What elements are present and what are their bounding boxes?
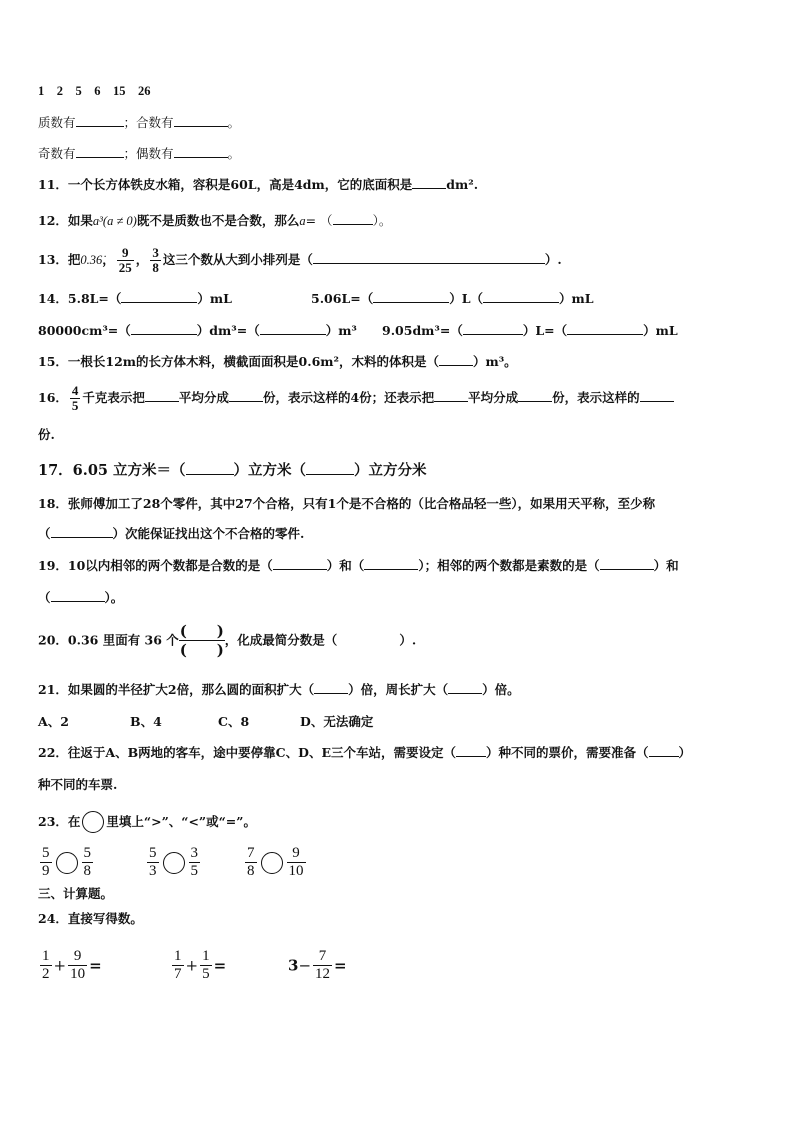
question-24-title: 24．直接写得数。 [38,911,143,926]
q19-blank-4[interactable] [51,589,105,602]
q14-c-mid: ）dm³=（ [196,323,260,338]
q21-blank-1[interactable] [314,681,348,694]
q24-expr-2 [170,948,226,983]
question-13: 13．把0.36̇， $\frac{9}{25}$ ， $\frac{3}{8}$ 这三个数从大到小排列是（ ）. [38,245,562,275]
question-16 [38,384,674,413]
fraction: $\frac{1}{7}$ [174,948,182,982]
question-14-line-2 [38,322,357,340]
q16-t4: 平均分成 [468,390,519,405]
q14-blank-b2[interactable] [483,290,559,303]
q20-end: ）. [399,632,417,648]
q19-blank-1[interactable] [273,557,327,570]
q19-and2: ）和 [653,558,679,573]
q23-post: 里填上“>”、“<”或“=”。 [106,814,256,829]
q16-t3: 份，表示这样的4份；还表示把 [262,390,435,405]
plus-sign: + [185,956,199,975]
q14-d-end: ）mL [643,323,678,338]
q18-end2: ）次能保证找出这个不合格的零件. [112,526,305,541]
q14-blank-a[interactable] [121,290,197,303]
q13-end: ）. [544,252,562,267]
odd-blank[interactable] [76,145,124,158]
question-15 [38,353,517,371]
q12-var: a [299,214,306,228]
punct: 。 [227,146,241,161]
q17-blank-2[interactable] [306,462,354,475]
q14-blank-c1[interactable] [131,322,197,335]
q16-fraction: $\frac{4}{5}$ [71,383,79,413]
q17-mid: ）立方米（ [233,462,307,479]
punct: 。 [227,115,241,130]
equals-sign: = [89,956,102,975]
question-23 [38,811,256,833]
q12-pre: 12．如果 [38,213,93,228]
q22-blank-2[interactable] [649,744,679,757]
question-11 [38,176,478,194]
q21-option-d[interactable]: D、无法确定 [300,714,374,729]
question-14-line-1 [38,290,232,308]
q14-a-end: ）mL [197,291,232,306]
q22-line1: 22．往返于A、B两地的客车，途中要停靠C、D、E三个车站，需要设定（ [38,745,456,760]
q16-t2: 平均分成 [178,390,229,405]
q23-pair-1 [38,845,95,880]
fraction: $\frac{9}{10}$ [70,948,86,982]
q21-text: 21．如果圆的半径扩大2倍，那么圆的面积扩大（ [38,682,315,697]
q14-b: 5.06L=（ [311,291,374,306]
q14-d-mid: ）L=（ [522,323,568,338]
fraction: $\frac{9}{10}$ [288,845,304,879]
question-18-line-2 [38,525,304,543]
q16-blank-2[interactable] [229,389,263,402]
q20-mid: ，化成最简分数是（ [224,632,338,648]
fraction: $\frac{5}{3}$ [149,845,157,879]
fraction: $\frac{1}{2}$ [42,948,50,982]
equals-sign: = [334,956,347,975]
q19-blank-2[interactable] [364,557,418,570]
q16-blank-3[interactable] [434,389,468,402]
question-14-line-2b [382,322,678,340]
q12-blank[interactable] [333,212,373,225]
prime-blank[interactable] [76,114,124,127]
q18-pre2: （ [38,526,51,541]
question-22-line-1 [38,744,691,762]
compare-circle-2[interactable] [163,852,185,874]
q22-mid: ）种不同的票价，需要准备（ [485,745,649,760]
q14-blank-b1[interactable] [373,290,449,303]
q17-text: 17．6.05 立方米＝（ [38,462,186,479]
q14-c-end: ）m³ [325,323,357,338]
plus-sign: + [53,956,67,975]
q12-expr: a³(a ≠ 0) [92,214,137,228]
question-18-line-1: 18．张师傅加工了28个零件，其中27个合格，只有1个是不合格的（比合格品轻一些），如果用天平称，至少称 [38,496,656,511]
q15-text: 15．一根长12m的长方体木料，横截面面积是0.6m²，木料的体积是（ [38,354,439,369]
q16-t1: 千克表示把 [82,390,145,405]
fraction: $\frac{3}{5}$ [190,845,198,879]
q23-pre: 23．在 [38,814,81,829]
circle-icon [82,811,104,833]
q21-mid: ）倍，周长扩大（ [348,682,449,697]
q12-eq: = （ [305,213,333,228]
q13-decimal: 0.36̇ [80,253,103,267]
composite-label: ；合数有 [123,115,174,130]
q14-b-end: ）mL [559,291,594,306]
q19-pre2: （ [38,590,51,605]
question-21 [38,681,520,699]
fraction: $\frac{7}{8}$ [247,845,255,879]
q21-option-c[interactable]: C、8 [218,714,250,729]
q15-end: ）m³。 [472,354,517,369]
q21-blank-2[interactable] [448,681,482,694]
q22-blank-1[interactable] [456,744,486,757]
q19-pre: 19．10以内相邻的两个数都是合数的是（ [38,558,273,573]
even-blank[interactable] [174,145,228,158]
question-14-line-1b [311,290,594,308]
q16-t5: 份，表示这样的 [552,390,640,405]
odd-label: 奇数有 [38,146,76,161]
q14-a: 14．5.8L=（ [38,291,122,306]
q10-odd-line [38,145,240,163]
q19-blank-3[interactable] [600,557,654,570]
q16-blank-1[interactable] [145,389,179,402]
compare-circle-3[interactable] [261,852,283,874]
q18-blank[interactable] [51,525,113,538]
fraction: $\frac{5}{9}$ [42,845,50,879]
q15-blank[interactable] [439,353,473,366]
whole-number: 3 [288,956,299,975]
q21-option-a[interactable]: A、2 [38,714,69,729]
question-20 [38,622,416,659]
q19-and1: ）和（ [326,558,365,573]
q13-blank[interactable] [313,251,545,264]
fraction: $\frac{7}{12}$ [315,948,331,982]
q20-fraction-box[interactable]: ( ) ( ) [179,622,224,659]
q11-text: 11．一个长方体铁皮水箱，容积是60L，高是4dm，它的底面积是 [38,177,413,192]
q24-expr-3 [288,948,347,983]
q12-mid: 既不是质数也不是合数，那么 [136,213,300,228]
fraction: $\frac{1}{5}$ [202,948,210,982]
q16-end: 份. [38,427,55,442]
q13-fraction-1: $\frac{9}{25}$ [118,245,132,275]
q20-pre: 20．0.36 里面有 36 个 [38,632,179,648]
q13-pre: 13．把 [38,252,81,267]
q17-end: ）立方分米 [354,462,427,479]
q10-prime-line [38,114,240,132]
q22-end: ） [678,745,692,760]
q14-d: 9.05dm³=（ [382,323,463,338]
q19-mid: ）；相邻的两个数都是素数的是（ [418,558,600,573]
question-22-line-2: 种不同的车票. [38,777,118,792]
q16-pre: 16． [38,390,68,405]
question-19-line-1 [38,557,679,575]
q19-end2: ）。 [104,590,124,605]
q14-c: 80000cm³=（ [38,323,131,338]
even-label: ；偶数有 [123,146,174,161]
section-3-heading: 三、计算题。 [38,886,114,901]
q13-mid: 这三个数从大到小排列是（ [162,252,313,267]
q17-blank-1[interactable] [186,462,234,475]
q21-option-b[interactable]: B、4 [130,714,162,729]
q24-expr-1 [38,948,102,983]
q21-end: ）倍。 [482,682,520,697]
question-12 [38,212,391,230]
question-17 [38,462,427,480]
q12-end: ）。 [372,213,392,228]
compare-circle-1[interactable] [56,852,78,874]
equals-sign: = [213,956,227,975]
q14-blank-d1[interactable] [463,322,523,335]
q23-pair-2 [145,845,202,880]
q14-blank-c2[interactable] [260,322,326,335]
prime-label: 质数有 [38,115,76,130]
q14-b-mid: ）L（ [449,291,484,306]
q14-blank-d2[interactable] [567,322,643,335]
fraction: $\frac{5}{8}$ [83,845,91,879]
q16-blank-4[interactable] [518,389,552,402]
question-19-line-2 [38,589,123,607]
q11-unit: dm². [446,177,479,192]
q11-blank[interactable] [412,176,446,189]
composite-blank[interactable] [174,114,228,127]
minus-sign: − [298,956,312,975]
q10-numbers: 1 2 5 6 15 26 [38,84,151,98]
q13-fraction-2: $\frac{3}{8}$ [152,245,159,275]
q16-blank-5[interactable] [640,389,674,402]
q23-pair-3 [243,845,308,880]
